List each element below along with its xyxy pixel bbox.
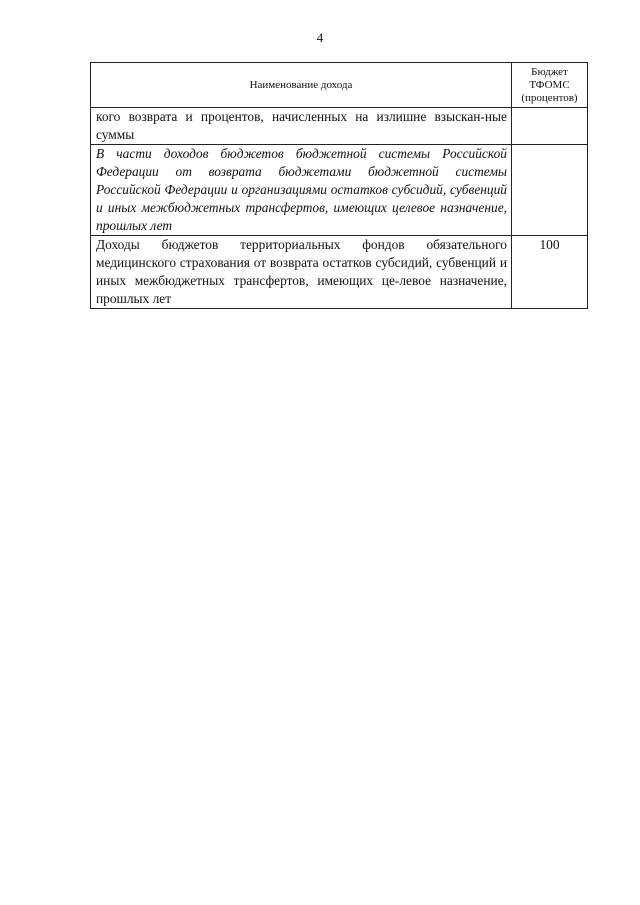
header-budget-line3: (процентов) [521, 91, 578, 104]
row-budget-value [512, 108, 588, 145]
row-budget-value [512, 145, 588, 236]
row-budget-value: 100 [512, 236, 588, 309]
row-income-name: Доходы бюджетов территориальных фондов обязательного медицинского страхования от возврата остатков субсидий, субвенций и иных межбюджетных трансфертов, имеющих це-левое назначение, прошлых лет [91, 236, 512, 309]
table-header-row [91, 63, 588, 108]
table-row [91, 236, 588, 309]
header-budget-line2: ТФОМС [529, 78, 570, 91]
income-table [90, 62, 588, 309]
header-budget-line1: Бюджет [531, 65, 568, 78]
header-income-name: Наименование дохода [91, 63, 512, 108]
row-income-name: кого возврата и процентов, начисленных на излишне взыскан-ные суммы [91, 108, 512, 145]
header-budget-tfoms [512, 63, 588, 108]
page-number: 4 [316, 30, 324, 45]
table-row [91, 108, 588, 145]
row-income-name: В части доходов бюджетов бюджетной системы Российской Федерации от возврата бюджетами бюджетной системы Российской Федерации и организациями остатков субсидий, субвенций и иных межбюджетных трансфертов, имеющих целевое назначение, прошлых лет [91, 145, 512, 236]
table-row [91, 145, 588, 236]
